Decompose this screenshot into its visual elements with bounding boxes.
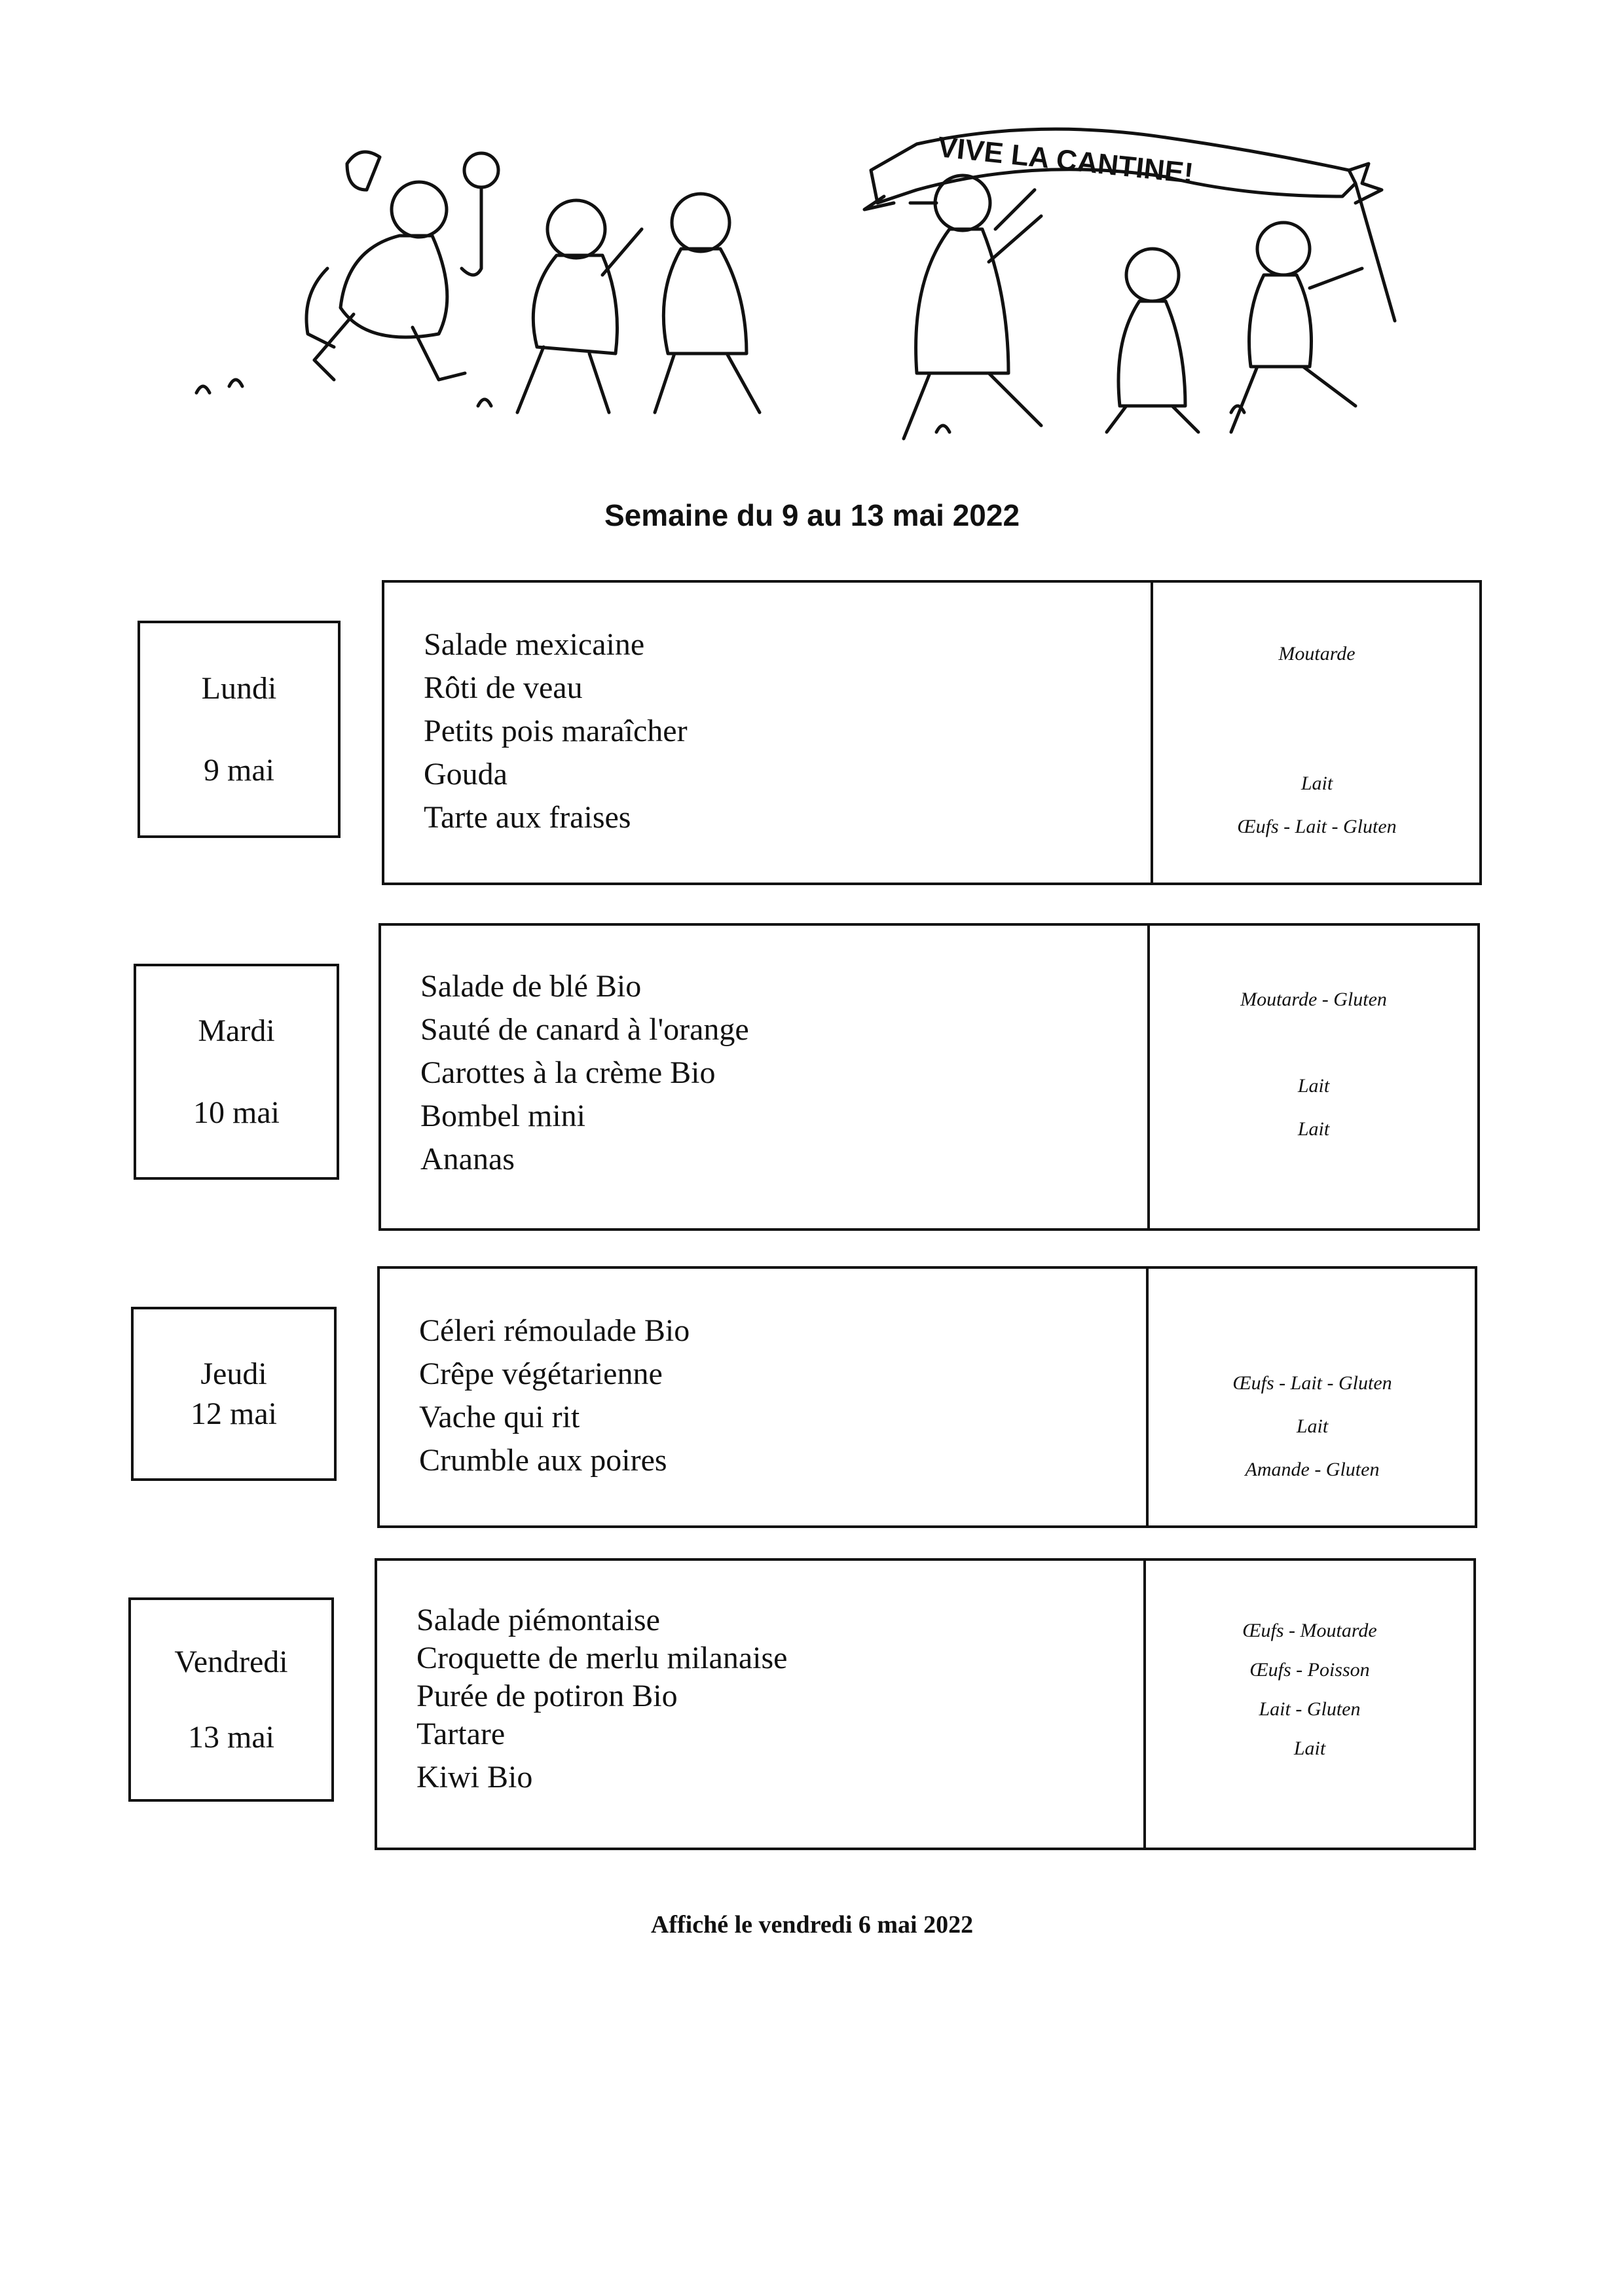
- allergen-item: Amande - Gluten: [1245, 1459, 1380, 1480]
- cantine-illustration: [183, 118, 1414, 458]
- dish-item: Crumble aux poires: [419, 1443, 667, 1478]
- dish-item: Vache qui rit: [419, 1400, 580, 1434]
- menu-box-vendredi: [375, 1558, 1476, 1850]
- dish-list: [377, 1601, 1143, 1796]
- day-box-lundi: [138, 621, 341, 838]
- banner-text: VIVE LA CANTINE!: [936, 131, 1195, 190]
- dish-item: Gouda: [424, 757, 507, 792]
- dish-item: Salade piémontaise: [416, 1603, 660, 1637]
- allergen-item: Œufs - Moutarde: [1242, 1620, 1377, 1641]
- menu-box-jeudi: [377, 1266, 1477, 1528]
- allergen-item: Moutarde: [1278, 643, 1356, 665]
- allergen-item: Lait: [1297, 1075, 1330, 1097]
- allergen-item: Lait - Gluten: [1259, 1698, 1361, 1720]
- dish-list: [380, 1309, 1146, 1482]
- allergen-item: Lait: [1297, 1118, 1330, 1140]
- day-date: 9 mai: [204, 753, 274, 788]
- page-title: Semaine du 9 au 13 mai 2022: [604, 498, 1020, 532]
- day-date: 13 mai: [188, 1720, 274, 1755]
- day-name: Vendredi: [174, 1645, 288, 1679]
- dish-item: Sauté de canard à l'orange: [420, 1012, 749, 1047]
- allergen-item: Lait: [1301, 773, 1333, 794]
- posted-date: Affiché le vendredi 6 mai 2022: [650, 1911, 974, 1939]
- dish-item: Céleri rémoulade Bio: [419, 1313, 690, 1348]
- dish-list: [381, 965, 1147, 1181]
- allergen-item: Lait: [1296, 1415, 1329, 1437]
- day-box-mardi: [134, 964, 339, 1180]
- day-name: Jeudi: [200, 1357, 267, 1391]
- day-name: Mardi: [198, 1013, 275, 1048]
- menu-box-lundi: [382, 580, 1482, 885]
- day-date: 12 mai: [191, 1396, 277, 1431]
- allergen-column: [1149, 1269, 1476, 1525]
- allergen-column: [1153, 583, 1481, 883]
- menu-box-mardi: [378, 923, 1480, 1231]
- dish-item: Rôti de veau: [424, 670, 583, 705]
- day-date: 10 mai: [193, 1095, 280, 1130]
- dish-item: Crêpe végétarienne: [419, 1357, 663, 1391]
- dish-item: Salade de blé Bio: [420, 969, 642, 1004]
- allergen-item: Moutarde - Gluten: [1240, 989, 1387, 1010]
- day-name: Lundi: [201, 671, 277, 706]
- dish-list: [384, 623, 1151, 839]
- day-box-jeudi: [131, 1307, 337, 1481]
- allergen-item: Lait: [1293, 1738, 1326, 1759]
- allergen-item: Œufs - Lait - Gluten: [1232, 1372, 1392, 1394]
- allergen-column: [1150, 926, 1477, 1228]
- dish-item: Tarte aux fraises: [424, 800, 631, 835]
- dish-item: Croquette de merlu milanaise: [416, 1641, 788, 1675]
- dish-item: Salade mexicaine: [424, 627, 645, 662]
- dish-item: Carottes à la crème Bio: [420, 1055, 716, 1090]
- allergen-item: Œufs - Poisson: [1249, 1659, 1370, 1681]
- dish-item: Tartare: [416, 1717, 506, 1751]
- dish-item: Bombel mini: [420, 1099, 585, 1133]
- dish-item: Petits pois maraîcher: [424, 714, 688, 748]
- allergen-item: Œufs - Lait - Gluten: [1237, 816, 1397, 837]
- dish-item: Purée de potiron Bio: [416, 1679, 678, 1713]
- day-box-vendredi: [128, 1597, 334, 1802]
- dish-item: Ananas: [420, 1142, 515, 1176]
- dish-item: Kiwi Bio: [416, 1760, 533, 1795]
- allergen-column: [1146, 1561, 1473, 1848]
